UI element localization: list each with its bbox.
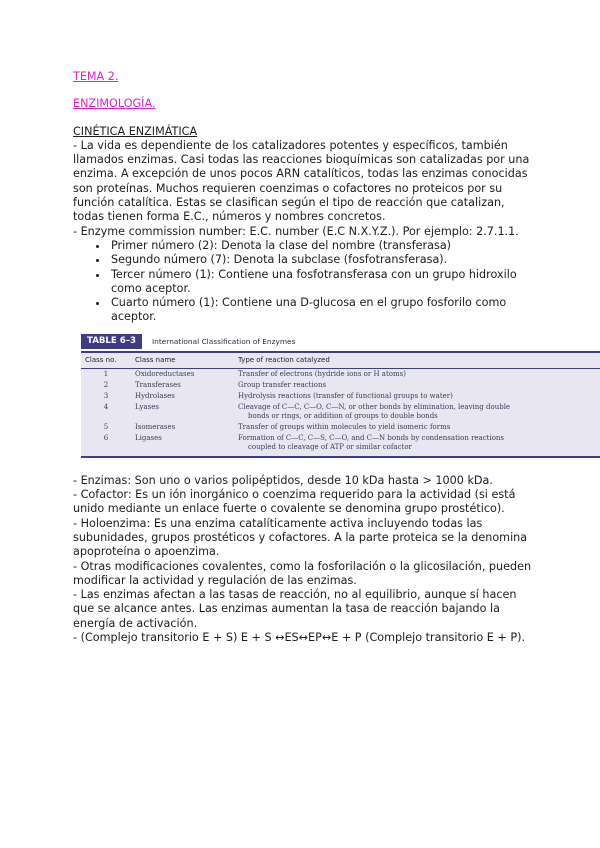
enzyme-classification-table	[81, 351, 600, 458]
class-number-cell: 4	[103, 402, 109, 411]
column-header: Class no.	[81, 352, 131, 369]
reaction-type-text: Cleavage of C—C, C—O, C—N, or other bonds by elimination, leaving double	[238, 402, 511, 411]
class-number-cell: 2	[103, 380, 109, 389]
table-row	[81, 391, 600, 402]
class-number-cell: 3	[103, 391, 109, 400]
reaction-type-continuation: bonds or rings, or addition of groups to double bonds	[248, 411, 438, 420]
reaction-type-text: Hydrolysis reactions (transfer of functional groups to water)	[238, 391, 453, 400]
table-row	[81, 380, 600, 391]
cofactor-paragraph: - Cofactor: Es un ión inorgánico o coenzima requerido para la actividad (si está unido mediante un enlace fuerte o covalente se denomina grupo prostético).	[73, 488, 516, 516]
tasas-paragraph: - Las enzimas afectan a las tasas de reacción, no al equilibrio, aunque sí hacen que se alcance antes. Las enzimas aumentan la tasa de reacción bajando la energía de activación.	[73, 588, 517, 630]
class-name-cell: Hydrolases	[135, 391, 175, 400]
modificaciones-paragraph: - Otras modificaciones covalentes, como la fosforilación o la glicosilación, pueden modificar la actividad y regulación de las enzimas.	[73, 559, 532, 587]
class-number-cell: 6	[103, 433, 109, 442]
class-number-cell: 5	[103, 422, 109, 431]
enzyme-classification-figure	[81, 333, 600, 458]
reaction-type-continuation: coupled to cleavage of ATP or similar cofactor	[248, 442, 412, 451]
column-header: Class name	[131, 352, 234, 369]
class-name-cell: Isomerases	[135, 422, 176, 431]
class-number-cell: 1	[103, 369, 109, 378]
ec-bullet-list	[73, 239, 535, 325]
cinetica-heading: CINÉTICA ENZIMÁTICA	[73, 124, 198, 138]
reaction-type-text: Formation of C—C, C—S, C—O, and C—N bonds by condensation reactions	[238, 433, 505, 442]
document-page	[73, 70, 535, 645]
class-name-cell: Transferases	[135, 380, 181, 389]
class-name-cell: Oxidoreductases	[135, 369, 195, 378]
table-badge: TABLE 6–3	[81, 334, 142, 349]
column-header: Type of reaction catalyzed	[234, 352, 600, 369]
table-title: International Classification of Enzymes	[152, 336, 296, 346]
holoenzima-paragraph: - Holoenzima: Es una enzima catalíticamente activa incluyendo todas las subunidades, grupos prostéticos y cofactores. A la parte proteica se la denomina apoproteína o apoenzima.	[73, 516, 528, 559]
reaction-type-cell	[234, 402, 600, 422]
reaction-type-text: Group transfer reactions	[238, 380, 327, 389]
list-item: • Primer número (2): Denota la clase del nombre (transferasa)	[109, 239, 535, 253]
list-item: • Tercer número (1): Contiene una fosfotransferasa con un grupo hidroxilo como aceptor.	[109, 268, 535, 297]
table-header-row	[81, 352, 600, 369]
table-row	[81, 402, 600, 422]
intro-paragraph: - La vida es dependiente de los catalizadores potentes y específicos, también llamados enzimas. Casi todas las reacciones bioquímicas son catalizadas por una enzima. A excepción de unos pocos ARN catalíticos, todas las enzimas conocidas son proteínas. Muchos requieren coenzimas o cofactores no proteicos por su función catalítica. Estas se clasifican según el tipo de reacción que catalizan, todas tienen forma E.C., números y nombres concretos.	[73, 138, 530, 224]
list-item: • Segundo número (7): Denota la subclase (fosfotransferasa).	[109, 253, 535, 267]
tema-heading[interactable]: TEMA 2.	[73, 70, 119, 83]
reaction-type-cell	[234, 391, 600, 402]
list-item: • Cuarto número (1): Contiene una D-glucosa en el grupo fosforilo como aceptor.	[109, 296, 535, 325]
ec-number-paragraph: - Enzyme commission number: E.C. number (E.C N.X.Y.Z.). Por ejemplo: 2.7.1.1.	[73, 224, 519, 238]
table-header	[81, 333, 600, 351]
table-row	[81, 433, 600, 457]
reaction-type-text: Transfer of electrons (hydride ions or H atoms)	[238, 369, 406, 378]
reaction-type-cell	[234, 433, 600, 457]
reaction-type-cell	[234, 422, 600, 433]
reaction-type-cell	[234, 380, 600, 391]
reaction-type-text: Transfer of groups within molecules to yield isomeric forms	[238, 422, 451, 431]
enzimas-paragraph: - Enzimas: Son uno o varios polipéptidos, desde 10 kDa hasta > 1000 kDa.	[73, 473, 493, 487]
table-row	[81, 422, 600, 433]
reaction-type-cell	[234, 368, 600, 380]
table-row	[81, 368, 600, 380]
complejo-paragraph: - (Complejo transitorio E + S) E + S ↔ES↔EP↔E + P (Complejo transitorio E + P).	[73, 631, 526, 645]
class-name-cell: Ligases	[135, 433, 162, 442]
class-name-cell: Lyases	[135, 402, 159, 411]
enzimologia-heading[interactable]: ENZIMOLOGÍA.	[73, 97, 156, 111]
